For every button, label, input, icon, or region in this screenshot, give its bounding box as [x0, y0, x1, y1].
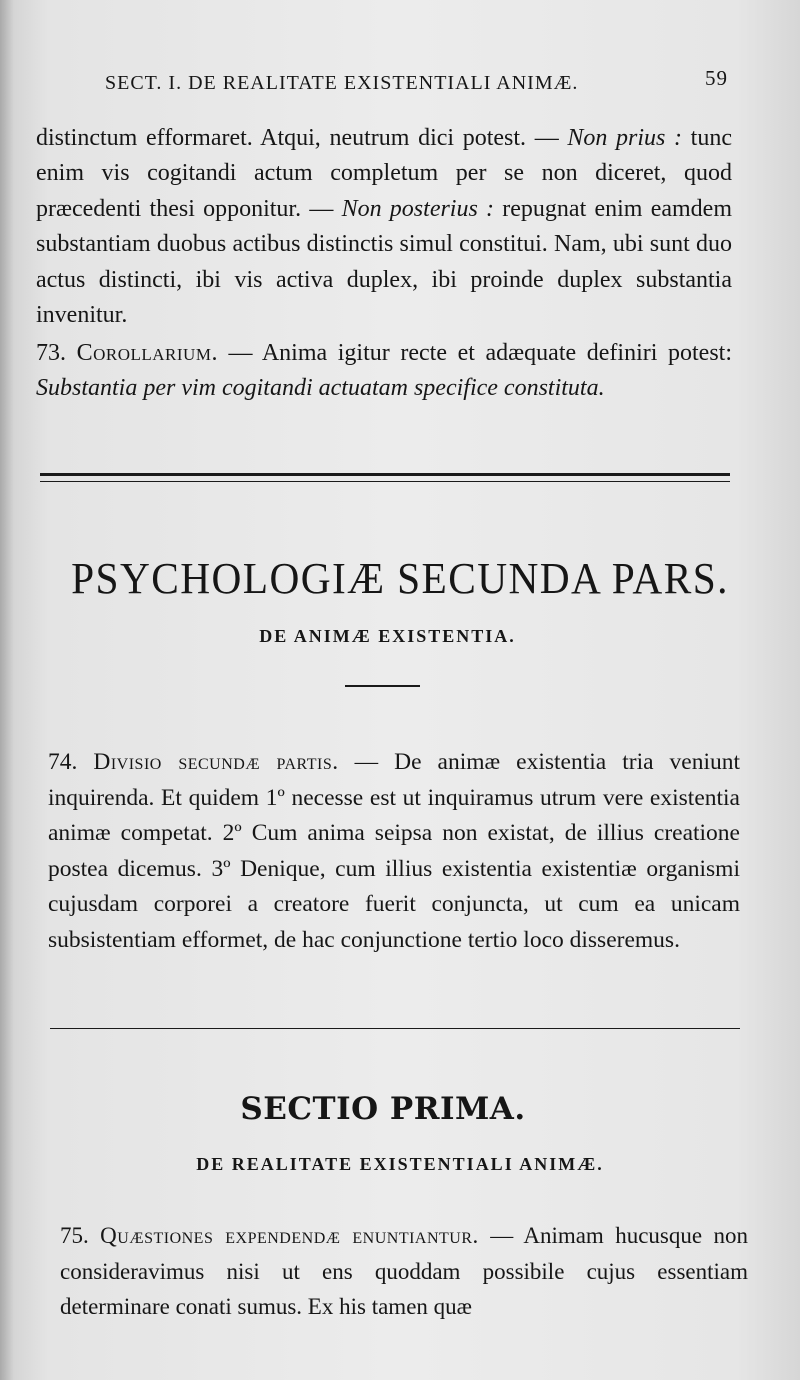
part-subtitle: DE ANIMÆ EXISTENTIA. — [259, 626, 516, 646]
double-rule-top — [40, 473, 730, 476]
paragraph-73 — [36, 336, 732, 407]
short-rule — [345, 685, 420, 687]
paragraph-72-continuation — [36, 121, 732, 333]
text-run: — De animæ existentia tria veniunt inquirenda. Et quidem 1º necesse est ut inquiramus utrum vere existentia animæ competat. 2º Cum anima seipsa non existat, de illius creatione postea dicemus. 3º Denique, cum illius existentia existentiæ organismi cujusdam corporei a creatore fuerit conjuncta, ut cum ea unicam subsistentiam efformet, de hac conjunctione tertio loco disseremus. — [48, 749, 741, 953]
part-title: PSYCHOLOGIÆ SECUNDA PARS. — [71, 554, 729, 603]
paragraph-75 — [60, 1218, 748, 1325]
page-number: 59 — [705, 66, 728, 90]
text-run: — Animam hucusque non consideravimus nisi ut ens quoddam possibile cujus essentiam determinare conati sumus. Ex his tamen quæ — [60, 1223, 749, 1319]
paragraph-heading: Quæstiones expendendæ enuntiantur. — [100, 1223, 479, 1248]
section-subtitle: DE REALITATE EXISTENTIALI ANIMÆ. — [196, 1154, 604, 1174]
italic-run: Non prius : — [567, 125, 683, 151]
paragraph-heading: Corollarium. — [76, 340, 218, 366]
paragraph-number: 73. — [36, 340, 77, 366]
text-run: tunc enim vis cogitandi actum completum per se non diceret, quod præcedenti thesi opponitur. — — [36, 125, 732, 222]
text-run: — Anima igitur recte et adæquate definiri potest: — [217, 340, 732, 366]
paragraph-number: 74. — [48, 749, 94, 775]
paragraph-heading: Divisio secundæ partis. — [93, 749, 339, 775]
paragraph-number: 75. — [60, 1223, 101, 1248]
section-title: SECTIO PRIMA. — [240, 1091, 526, 1127]
running-head — [100, 66, 740, 98]
italic-run: Substantia per vim cogitandi actuatam specifice constituta. — [36, 375, 605, 402]
italic-run: Non posterius : — [341, 195, 495, 222]
paragraph-74 — [48, 745, 740, 959]
section-rule — [50, 1028, 740, 1029]
double-rule-bottom — [40, 481, 730, 482]
text-run: distinctum efformaret. Atqui, neutrum dici potest. — — [36, 125, 568, 151]
text-run: repugnat enim eamdem substantiam duobus actibus distinctis simul constitui. Nam, ubi sunt duo actus distincti, ibi vis activa duplex, ibi proinde duplex substantia invenitur. — [36, 195, 732, 329]
running-head-title: SECT. I. DE REALITATE EXISTENTIALI ANIMÆ. — [105, 72, 579, 94]
